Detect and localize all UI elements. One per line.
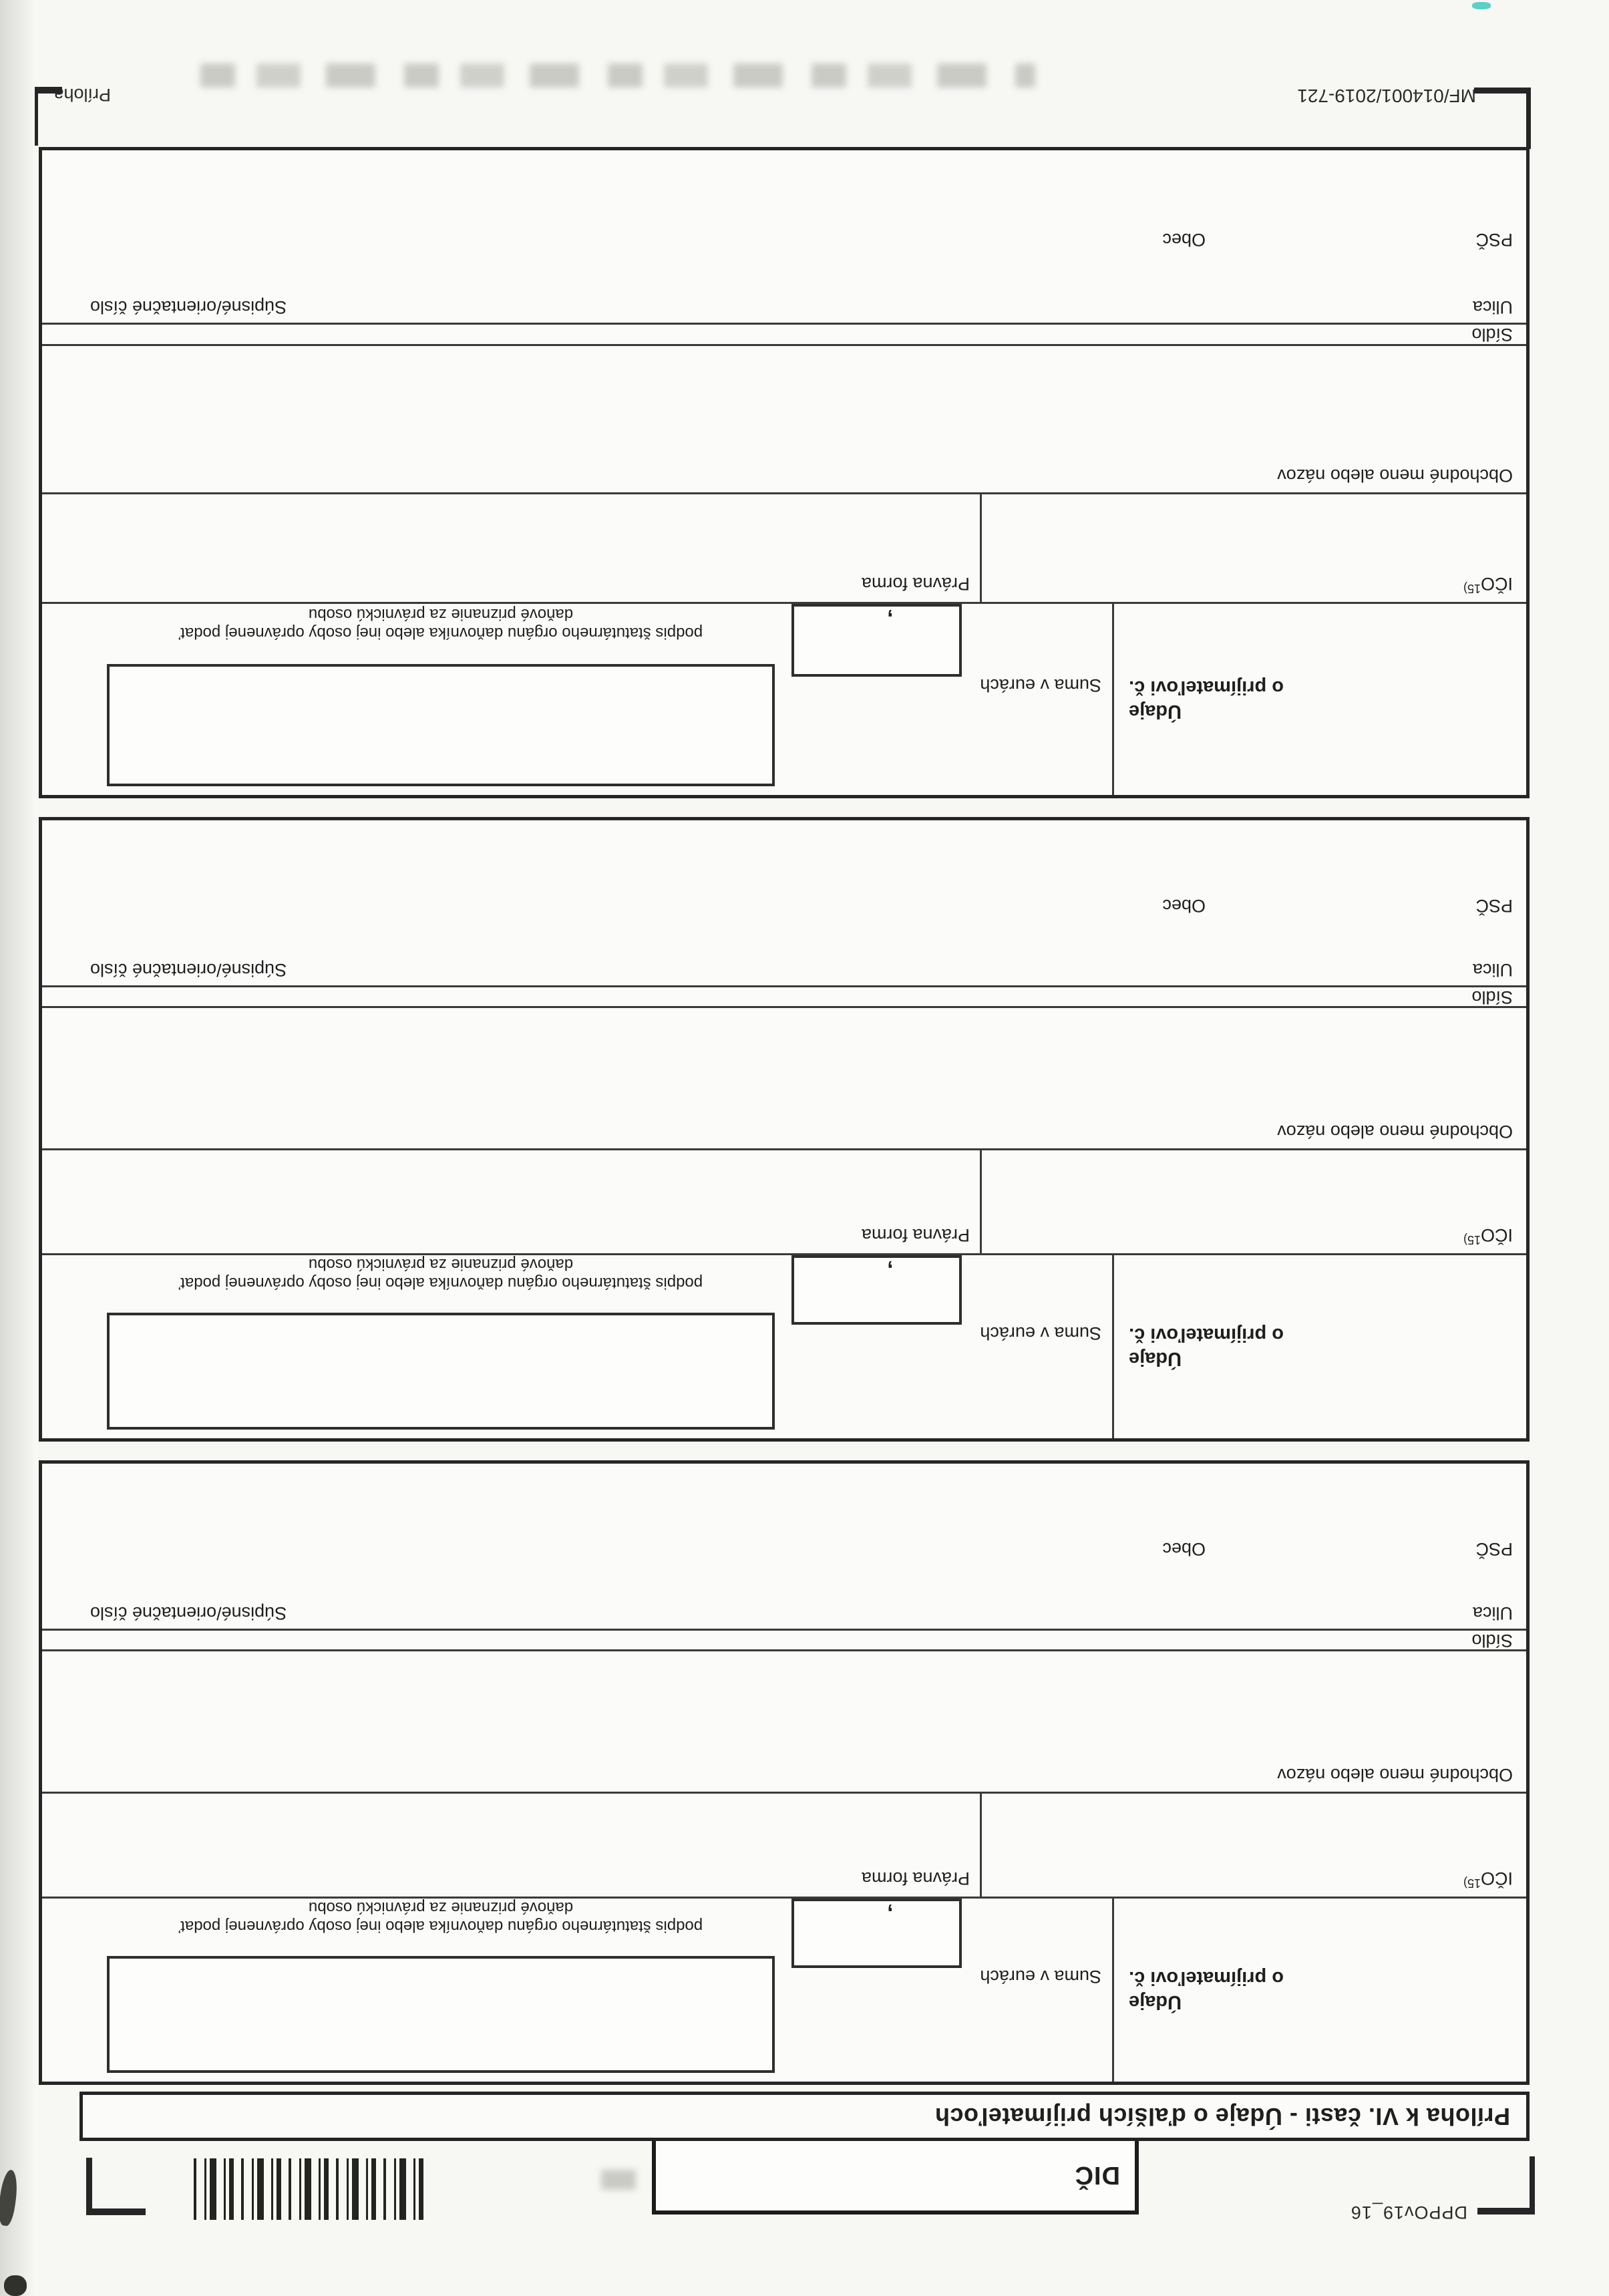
signature-caption-line2: daňové priznanie za právnickú osobu <box>308 1898 574 1917</box>
decimal-comma: , <box>887 1903 894 1928</box>
signature-caption-line1: podpis štatutárneho orgánu daňovníka alebo inej osoby oprávnenej podať <box>178 1917 703 1935</box>
business-name-label: Obchodné meno alebo názov <box>1277 1764 1513 1785</box>
sidlo-header-row <box>42 1629 1526 1651</box>
ico-label: IČO$^{15)}$ <box>1463 574 1513 596</box>
business-name-row <box>42 1651 1526 1794</box>
street-label: Ulica <box>1472 1603 1513 1623</box>
sidlo-header-row <box>42 323 1526 347</box>
amount-input-box <box>791 604 962 677</box>
signature-box <box>107 664 775 786</box>
sidlo-label: Sídlo <box>1471 325 1513 345</box>
address-row <box>42 820 1526 985</box>
print-corner-mark-top-right <box>86 2158 146 2215</box>
recipient-number-cell <box>1112 1899 1526 2082</box>
page-title: Príloha k VI. časti - Údaje o ďalších prijímateľoch <box>934 2103 1510 2130</box>
print-corner-mark-top-left <box>1477 2156 1535 2215</box>
house-number-label: Súpisné/orientačné číslo <box>90 297 287 317</box>
scan-smudge <box>4 2275 27 2296</box>
amount-label: Suma v eurách <box>980 1323 1101 1343</box>
recipient-header-row <box>42 604 1526 795</box>
form-version-code: DPPOv19_16 <box>1350 2202 1467 2223</box>
business-name-label: Obchodné meno alebo názov <box>1277 466 1513 486</box>
barcode <box>187 2158 423 2220</box>
legal-form-label: Právna forma <box>861 574 970 595</box>
cell-divider <box>980 1794 982 1897</box>
municipality-label: Obec <box>1162 230 1206 251</box>
address-row <box>42 150 1526 323</box>
recipient-label-line1: Údaje <box>1129 1991 1182 2013</box>
postal-code-label: PSČ <box>1475 1539 1513 1560</box>
postal-code-label: PSČ <box>1475 896 1513 917</box>
dic-input-box <box>652 2135 1139 2215</box>
recipient-block <box>39 1460 1530 2085</box>
amount-input-box <box>791 1899 962 1968</box>
signature-caption-line2: daňové priznanie za právnickú osobu <box>308 1255 574 1273</box>
signature-caption <box>107 605 775 643</box>
recipient-label-line1: Údaje <box>1129 701 1182 723</box>
print-corner-mark-bottom-left <box>1474 88 1531 149</box>
decimal-comma: , <box>887 1260 894 1285</box>
house-number-label: Súpisné/orientačné číslo <box>90 1603 287 1623</box>
amount-label: Suma v eurách <box>980 1966 1101 1987</box>
street-label: Ulica <box>1472 959 1513 980</box>
address-row <box>42 1464 1526 1629</box>
section-title-bar <box>79 2092 1530 2141</box>
signature-caption <box>107 1255 775 1292</box>
municipality-label: Obec <box>1162 896 1206 917</box>
scan-color-speck <box>1472 2 1491 9</box>
ico-row <box>42 1150 1526 1255</box>
recipient-block <box>39 817 1530 1442</box>
ico-footnote-ref: 15) <box>1463 1876 1481 1891</box>
street-label: Ulica <box>1472 297 1513 317</box>
business-name-row <box>42 346 1526 494</box>
house-number-label: Súpisné/orientačné číslo <box>90 959 287 980</box>
recipient-header-row <box>42 1899 1526 2082</box>
signature-box <box>107 1956 775 2073</box>
recipient-label-line1: Údaje <box>1129 1348 1182 1370</box>
ministry-form-code: MF/014001/2019-721 <box>1297 86 1476 106</box>
print-corner-mark-bottom-right <box>35 87 62 146</box>
business-name-label: Obchodné meno alebo názov <box>1277 1121 1513 1142</box>
ico-row <box>42 494 1526 604</box>
recipient-label-line2: o prijímateľovi č. <box>1129 1967 1284 1989</box>
sidlo-label: Sídlo <box>1471 987 1513 1007</box>
recipient-label-line2: o prijímateľovi č. <box>1129 677 1284 699</box>
recipient-number-cell <box>1112 604 1526 795</box>
ico-footnote-ref: 15) <box>1463 582 1481 596</box>
business-name-row <box>42 1008 1526 1150</box>
ico-footnote-ref: 15) <box>1463 1233 1481 1247</box>
legal-form-label: Právna forma <box>861 1225 970 1246</box>
sidlo-header-row <box>42 985 1526 1008</box>
signature-caption-line1: podpis štatutárneho orgánu daňovníka alebo inej osoby oprávnenej podať <box>178 1273 703 1292</box>
recipient-number-cell <box>1112 1255 1526 1438</box>
municipality-label: Obec <box>1162 1539 1206 1560</box>
ico-row <box>42 1794 1526 1899</box>
ico-label: IČO$^{15)}$ <box>1463 1868 1513 1891</box>
sidlo-label: Sídlo <box>1471 1630 1513 1651</box>
recipient-label-line2: o prijímateľovi č. <box>1129 1324 1284 1346</box>
cell-divider <box>980 1150 982 1253</box>
decimal-comma: , <box>887 609 894 633</box>
signature-caption-line2: daňové priznanie za právnickú osobu <box>308 605 574 624</box>
signature-caption <box>107 1898 775 1935</box>
cell-divider <box>980 494 982 602</box>
recipient-header-row <box>42 1255 1526 1438</box>
legal-form-label: Právna forma <box>861 1868 970 1889</box>
dic-label: DIČ <box>1074 2161 1120 2189</box>
postal-code-label: PSČ <box>1475 230 1513 251</box>
recipient-blocks <box>39 147 1530 2085</box>
ico-label: IČO$^{15)}$ <box>1463 1225 1513 1247</box>
amount-input-box <box>791 1255 962 1325</box>
recipient-block <box>39 147 1530 798</box>
amount-label: Suma v eurách <box>980 675 1101 696</box>
signature-caption-line1: podpis štatutárneho orgánu daňovníka alebo inej osoby oprávnenej podať <box>178 624 703 643</box>
priloha-footer-label: Príloha <box>53 85 111 105</box>
signature-box <box>107 1313 775 1430</box>
